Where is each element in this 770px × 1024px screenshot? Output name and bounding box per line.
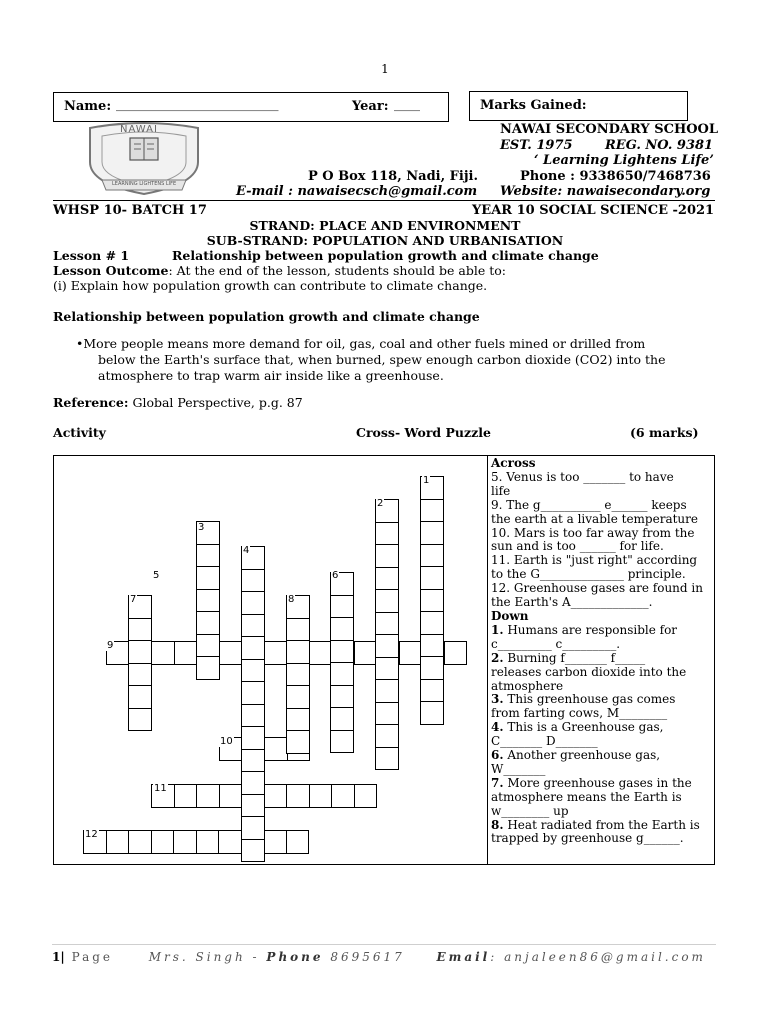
activity-title: Cross- Word Puzzle [356, 425, 491, 440]
down-clue-text: c_________ c_________. [491, 636, 621, 651]
crossword-cell[interactable] [330, 640, 354, 664]
crossword-clue-number: 5 [153, 570, 160, 581]
crossword-cell[interactable] [286, 663, 310, 687]
crossword-cell[interactable] [330, 685, 354, 709]
crossword-cell[interactable] [330, 617, 354, 641]
crossword-clue-number: 9 [107, 640, 114, 651]
down-clue-text: More greenhouse gases in the [503, 775, 692, 790]
school-po-box: P O Box 118, Nadi, Fiji. [308, 169, 478, 184]
crossword-cell[interactable] [309, 784, 333, 808]
down-clue-text: W_______ [491, 761, 546, 776]
crossword-cell[interactable] [399, 641, 423, 665]
down-clue-text: atmosphere [491, 678, 564, 693]
footer-sep: | [60, 950, 65, 964]
crossword-cell[interactable] [196, 611, 220, 635]
across-clue-line: 11. Earth is "just right" according [491, 553, 698, 568]
crossword-cell[interactable] [264, 641, 288, 665]
down-clue-line [491, 652, 713, 666]
across-clue-line: 5. Venus is too _______ to have [491, 469, 674, 484]
down-clue-number: 3. [491, 692, 504, 707]
crossword-cell[interactable] [263, 830, 287, 854]
crossword-cell[interactable] [241, 614, 265, 638]
down-clue-number: 8. [491, 817, 504, 832]
across-clue-line: 12. Greenhouse gases are found in [491, 581, 703, 596]
lesson-title: Relationship between population growth and climate change [172, 248, 599, 263]
crossword-cell[interactable] [196, 656, 220, 680]
crossword-cell[interactable] [241, 839, 265, 863]
down-clue-line [491, 805, 713, 819]
bullet-line-3: atmosphere to trap warm air inside like a greenhouse. [98, 368, 444, 383]
clues-panel [491, 457, 713, 846]
crossword-cell[interactable] [375, 522, 399, 546]
down-clue-text: C_______ D_______ [491, 734, 598, 749]
footer-teacher: Mrs. Singh - [148, 950, 260, 964]
reference-label: Reference: [53, 395, 129, 410]
year-field[interactable]: ____ [394, 97, 420, 112]
crossword-cell[interactable] [106, 830, 130, 854]
outcome-text: : At the end of the lesson, students should be able to: [168, 263, 506, 278]
crossword-cell[interactable] [241, 771, 265, 795]
section-heading: Relationship between population growth and climate change [53, 309, 480, 324]
crossword-cell[interactable] [375, 589, 399, 613]
crossword-clue-number: 8 [288, 594, 295, 605]
bullet-icon: • [76, 336, 84, 351]
down-clue-text: w________ up [491, 803, 569, 818]
crossword-cell[interactable] [309, 641, 333, 665]
marks-box [469, 91, 688, 121]
crossword-cell[interactable] [241, 726, 265, 750]
lesson-outcome [53, 263, 506, 278]
footer-email: : anjaleen86@gmail.com [490, 950, 706, 964]
school-email: E-mail : nawaisecsch@gmail.com [236, 184, 478, 199]
footer-phone-label: Phone [266, 950, 324, 964]
school-motto: ‘ Learning Lightens Life’ [534, 153, 714, 168]
crossword-cell[interactable] [219, 641, 243, 665]
footer-page-word: Page [71, 950, 114, 964]
crossword-cell[interactable] [241, 659, 265, 683]
crossword-cell[interactable] [330, 662, 354, 686]
logo-text-top: NAWAI [120, 124, 158, 135]
crossword-clue-number: 2 [377, 498, 384, 509]
down-clue-line [491, 693, 713, 707]
across-clue-line: 10. Mars is too far away from the [491, 525, 695, 540]
down-clue-number: 6. [491, 748, 504, 763]
across-clue-line: 9. The g__________ e______ keeps [491, 497, 687, 512]
crossword-cell[interactable] [196, 634, 220, 658]
crossword-clue-number: 12 [85, 829, 98, 840]
outcome-label: Lesson Outcome [53, 263, 169, 278]
footer-phone: 8695617 [330, 950, 405, 964]
down-clue-text: Heat radiated from the Earth is [503, 817, 700, 832]
crossword-cell[interactable] [128, 708, 152, 732]
down-clue-text: from farting cows, M________ [491, 706, 668, 721]
down-clue-text: This greenhouse gas comes [503, 692, 676, 707]
down-clue-line [491, 707, 713, 721]
bullet-line-2: below the Earth's surface that, when burned, spew enough carbon dioxide (CO2) into the [98, 352, 666, 367]
across-clue-line: sun and is too ______ for life. [491, 539, 664, 554]
crossword-cell[interactable] [354, 784, 378, 808]
crossword-cell[interactable] [330, 707, 354, 731]
crossword-cell[interactable] [286, 784, 310, 808]
school-phone: Phone : 9338650/7468736 [520, 169, 711, 184]
crossword-clue-number: 1 [423, 475, 430, 486]
down-clue-text: This is a Greenhouse gas, [503, 720, 664, 735]
course-label: YEAR 10 SOCIAL SCIENCE -2021 [472, 203, 715, 218]
crossword-cell[interactable] [375, 747, 399, 771]
crossword-cell[interactable] [241, 816, 265, 840]
bullet-line-1: More people means more demand for oil, gas, coal and other fuels mined or drilled from [83, 336, 646, 351]
crossword-cell[interactable] [420, 679, 444, 703]
substrand-heading: SUB-STRAND: POPULATION AND URBANISATION [206, 233, 564, 248]
crossword-clue-number: 10 [220, 736, 233, 747]
header-divider [53, 200, 715, 201]
activity-label: Activity [53, 425, 106, 440]
crossword-cell[interactable] [330, 595, 354, 619]
down-clue-text: Burning f_______ f_____ [503, 650, 646, 665]
crossword-cell[interactable] [286, 708, 310, 732]
crossword-cell[interactable] [420, 544, 444, 568]
down-clue-number: 2. [491, 650, 504, 665]
name-year-box [53, 92, 449, 122]
down-clue-line [491, 638, 713, 652]
school-reg: REG. NO. 9381 [605, 138, 714, 153]
crossword-cell[interactable] [331, 784, 355, 808]
name-label: Name: [64, 99, 112, 114]
outcome-item: (i) Explain how population growth can contribute to climate change. [53, 278, 488, 293]
bullet-point [76, 336, 716, 384]
school-logo [82, 122, 206, 196]
down-clue-text: releases carbon dioxide into the [491, 664, 687, 679]
crossword-cell[interactable] [375, 544, 399, 568]
crossword-cell[interactable] [420, 656, 444, 680]
school-name: NAWAI SECONDARY SCHOOL [500, 122, 719, 137]
crossword-cell[interactable] [241, 794, 265, 818]
strand-heading: STRAND: PLACE AND ENVIRONMENT [249, 218, 521, 233]
crossword-clue-number: 4 [243, 545, 250, 556]
crossword-cell[interactable] [151, 830, 175, 854]
logo-text-banner: LEARNING LIGHTENS LIFE [112, 181, 177, 187]
down-clue-text: atmosphere means the Earth is [491, 789, 682, 804]
batch-label: WHSP 10- BATCH 17 [53, 203, 207, 218]
down-clue-number: 1. [491, 622, 504, 637]
crossword-cell[interactable] [420, 701, 444, 725]
down-clue-number: 4. [491, 720, 504, 735]
crossword-cell[interactable] [241, 636, 265, 660]
school-est: EST. 1975 [500, 138, 573, 153]
crossword-cell[interactable] [241, 704, 265, 728]
crossword-cell[interactable] [375, 657, 399, 681]
page-number: 1 [381, 62, 389, 76]
crossword-cell[interactable] [264, 737, 288, 761]
crossword-cell[interactable] [375, 702, 399, 726]
crossword-cell[interactable] [420, 566, 444, 590]
across-clue-line: life [491, 483, 511, 498]
across-clue-line: the Earth's A_____________. [491, 595, 653, 610]
down-clue-line [491, 666, 713, 680]
footer-divider [52, 944, 716, 945]
crossword-cell[interactable] [196, 784, 220, 808]
crossword-clue-number: 7 [130, 594, 137, 605]
down-clue-line [491, 749, 713, 763]
crossword-cell[interactable] [375, 724, 399, 748]
lesson-number: Lesson # 1 [53, 248, 130, 263]
reference-text: Global Perspective, p.g. 87 [128, 395, 303, 410]
down-clue-line [491, 763, 713, 777]
crossword-cell[interactable] [241, 749, 265, 773]
activity-marks: (6 marks) [630, 425, 699, 440]
down-clue-line [491, 819, 713, 833]
crossword-cell[interactable] [286, 830, 310, 854]
crossword-cell[interactable] [218, 830, 242, 854]
reference [53, 395, 303, 410]
down-clue-line [491, 721, 713, 735]
down-clue-line [491, 624, 713, 638]
crossword-cell[interactable] [420, 499, 444, 523]
crossword-clue-number: 11 [154, 783, 167, 794]
crossword-cell[interactable] [173, 830, 197, 854]
crossword-cell[interactable] [354, 641, 378, 665]
crossword-cell[interactable] [128, 830, 152, 854]
crossword-cell[interactable] [444, 641, 468, 665]
down-clue-line [491, 735, 713, 749]
crossword-cell[interactable] [128, 618, 152, 642]
year-label: Year: [352, 99, 389, 114]
across-clue-line: the earth at a livable temperature [491, 511, 698, 526]
crossword-clue-number: 3 [198, 522, 205, 533]
crossword-cell[interactable] [196, 544, 220, 568]
crossword-cell[interactable] [151, 641, 175, 665]
down-clue-text: trapped by greenhouse g______. [491, 831, 684, 846]
footer [52, 950, 706, 964]
crossword-cell[interactable] [420, 611, 444, 635]
down-clues [491, 624, 713, 847]
crossword-cell[interactable] [128, 663, 152, 687]
crossword-cell[interactable] [420, 634, 444, 658]
down-heading: Down [491, 608, 529, 623]
down-clue-text: Humans are responsible for [503, 622, 678, 637]
across-heading: Across [491, 456, 536, 470]
down-clue-line [491, 777, 713, 791]
crossword-cell[interactable] [286, 618, 310, 642]
footer-email-label: Email [436, 950, 491, 964]
crossword-clue-number: 6 [332, 570, 339, 581]
crossword-cell[interactable] [196, 566, 220, 590]
crossword-cell[interactable] [420, 521, 444, 545]
down-clue-line [491, 791, 713, 805]
crossword-cell[interactable] [286, 730, 310, 754]
across-clue-line: to the G______________ principle. [491, 567, 686, 582]
name-field[interactable]: _________________________ [116, 97, 279, 112]
crossword-cell[interactable] [286, 685, 310, 709]
crossword-cell[interactable] [264, 784, 288, 808]
down-clue-number: 7. [491, 775, 504, 790]
down-clue-text: Another greenhouse gas, [503, 748, 661, 763]
crossword-cell[interactable] [375, 612, 399, 636]
crossword-cell[interactable] [286, 640, 310, 664]
crossword-cell[interactable] [375, 634, 399, 658]
crossword-divider [487, 456, 488, 864]
school-website: Website: nawaisecondary.org [500, 184, 711, 199]
crossword-cell[interactable] [196, 589, 220, 613]
crossword-cell[interactable] [241, 681, 265, 705]
crossword-cell[interactable] [330, 730, 354, 754]
footer-page-num: 1 [52, 950, 61, 964]
crossword-cell[interactable] [128, 685, 152, 709]
crossword-cell[interactable] [420, 589, 444, 613]
down-clue-line [491, 832, 713, 846]
crossword-cell[interactable] [241, 591, 265, 615]
across-clues [491, 471, 713, 610]
down-clue-line [491, 680, 713, 694]
crossword-cell[interactable] [219, 784, 243, 808]
crossword-cell[interactable] [375, 679, 399, 703]
crossword-cell[interactable] [174, 784, 198, 808]
crossword-cell[interactable] [375, 567, 399, 591]
crossword-cell[interactable] [174, 641, 198, 665]
marks-label: Marks Gained: [480, 98, 587, 113]
crossword-cell[interactable] [196, 830, 220, 854]
crossword-cell[interactable] [241, 569, 265, 593]
crossword-cell[interactable] [128, 640, 152, 664]
